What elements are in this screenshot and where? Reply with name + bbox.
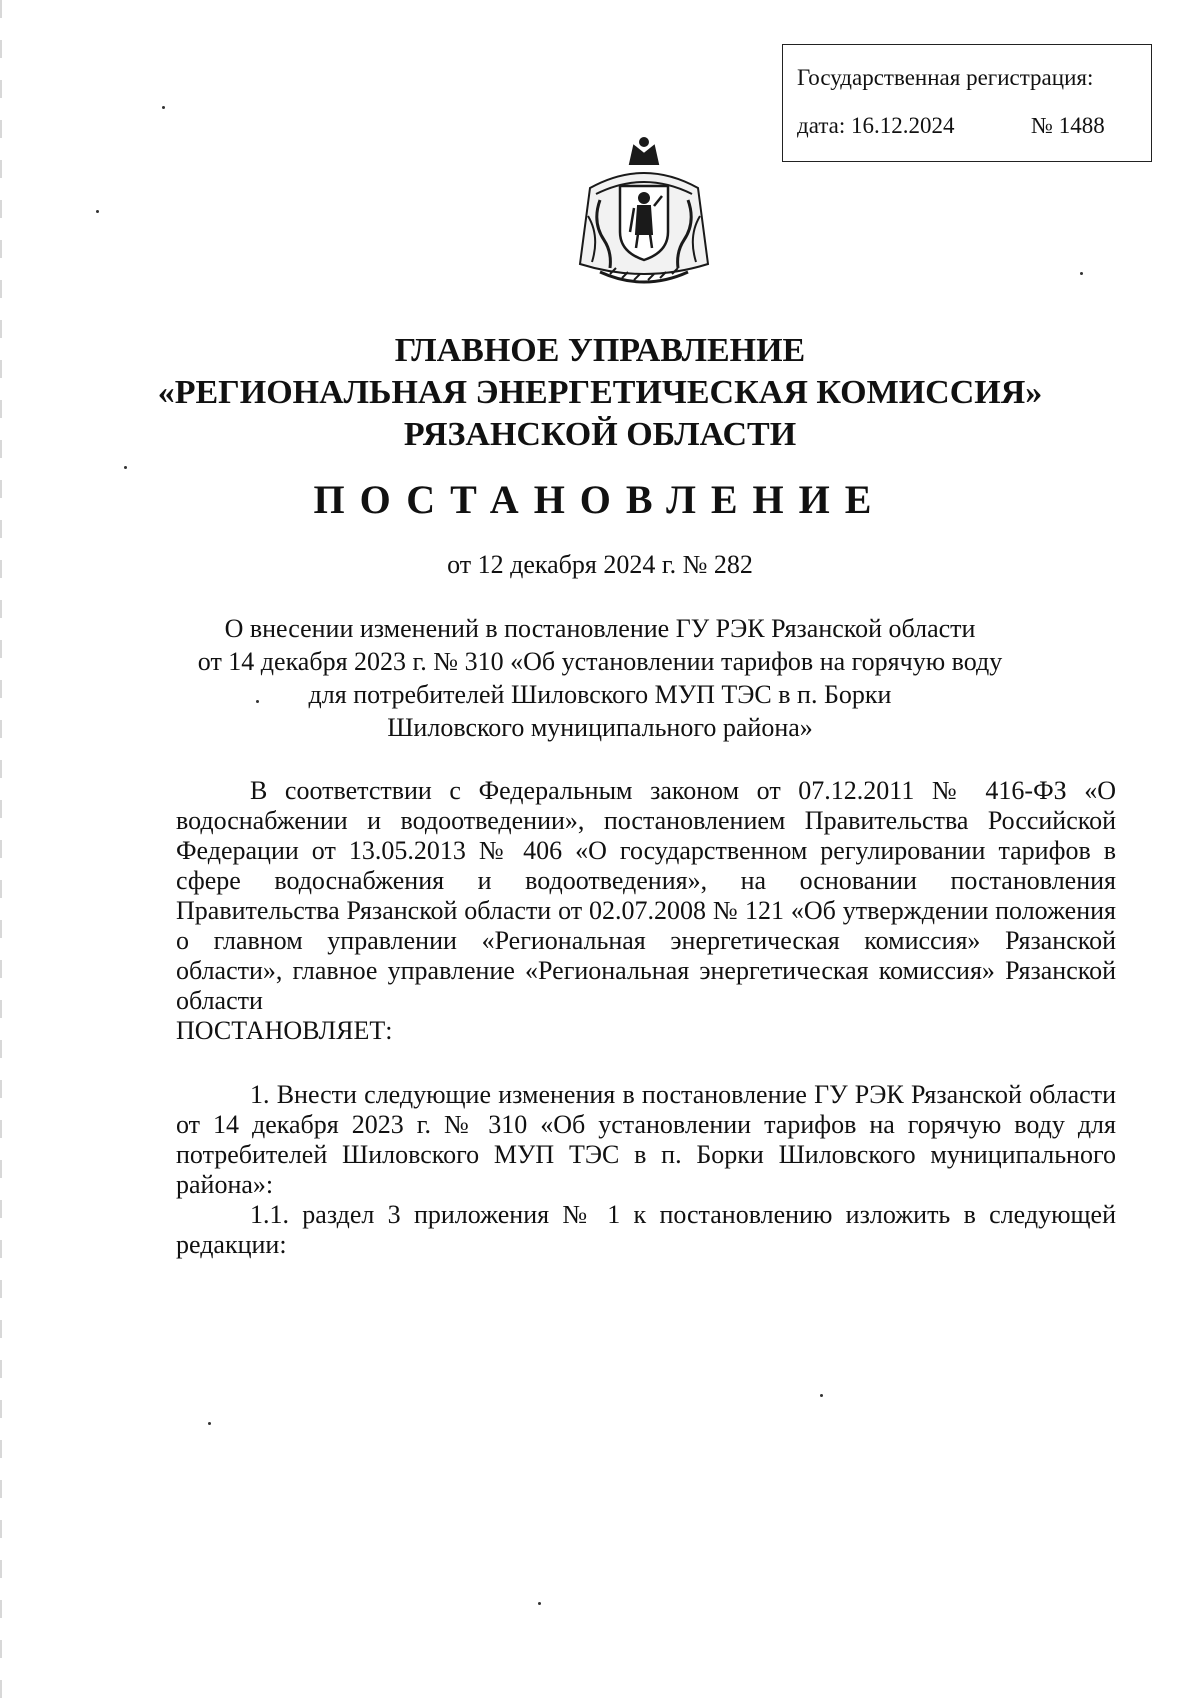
- decree-body: [176, 776, 1116, 1260]
- subject-line: для потребителей Шиловского МУП ТЭС в п. Борки: [308, 680, 892, 709]
- subject-line: от 14 декабря 2023 г. № 310 «Об установлении тарифов на горячую воду: [197, 647, 1003, 676]
- registration-number: № 1488: [1031, 113, 1105, 138]
- scan-speck: [1080, 272, 1083, 275]
- decree-title: ПОСТАНОВЛЕНИЕ: [313, 477, 887, 522]
- header-line-2: «РЕГИОНАЛЬНАЯ ЭНЕРГЕТИЧЕСКАЯ КОМИССИЯ»: [157, 374, 1043, 411]
- registration-date: дата: 16.12.2024: [797, 113, 955, 138]
- decree-subject: [0, 612, 1200, 744]
- resolves-line: ПОСТАНОВЛЯЕТ:: [176, 1016, 393, 1045]
- subject-line: Шиловского муниципального района»: [387, 713, 813, 742]
- organization-header: [0, 330, 1200, 456]
- registration-stamp: [782, 44, 1152, 162]
- header-line-3: РЯЗАНСКОЙ ОБЛАСТИ: [403, 416, 797, 453]
- scan-speck: [208, 1422, 211, 1425]
- scan-speck: [820, 1394, 823, 1397]
- scan-speck: [124, 466, 127, 469]
- preamble-paragraph: В соответствии с Федеральным законом от 07.12.2011 № 416-ФЗ «О водоснабжении и водоотведении», постановлением Правительства Российской Федерации от 13.05.2013 № 406 «О государственном регулировании тарифов в сфере водоснабжения и водоотведения», на основании постановления Правительства Рязанской области от 02.07.2008 № 121 «Об утверждении положения о главном управлении «Региональная энергетическая комиссия» Рязанской области», главное управление «Региональная энергетическая комиссия» Рязанской области: [176, 776, 1116, 1015]
- scan-speck: [96, 210, 99, 213]
- scan-margin-line: [0, 0, 2, 1701]
- header-line-1: ГЛАВНОЕ УПРАВЛЕНИЕ: [394, 332, 806, 369]
- registration-title: Государственная регистрация:: [797, 65, 1094, 90]
- coat-of-arms-icon: [570, 136, 718, 288]
- item-1-1-paragraph: 1.1. раздел 3 приложения № 1 к постановлению изложить в следующей редакции:: [176, 1200, 1116, 1259]
- decree-date: от 12 декабря 2024 г. № 282: [447, 550, 753, 579]
- item-1-paragraph: 1. Внести следующие изменения в постановление ГУ РЭК Рязанской области от 14 декабря 2023 г. № 310 «Об установлении тарифов на горячую воду для потребителей Шиловского МУП ТЭС в п. Борки Шиловского муниципального района»:: [176, 1080, 1116, 1199]
- scan-speck: [162, 106, 165, 109]
- subject-line: О внесении изменений в постановление ГУ РЭК Рязанской области: [224, 614, 976, 643]
- scan-speck: [538, 1602, 541, 1605]
